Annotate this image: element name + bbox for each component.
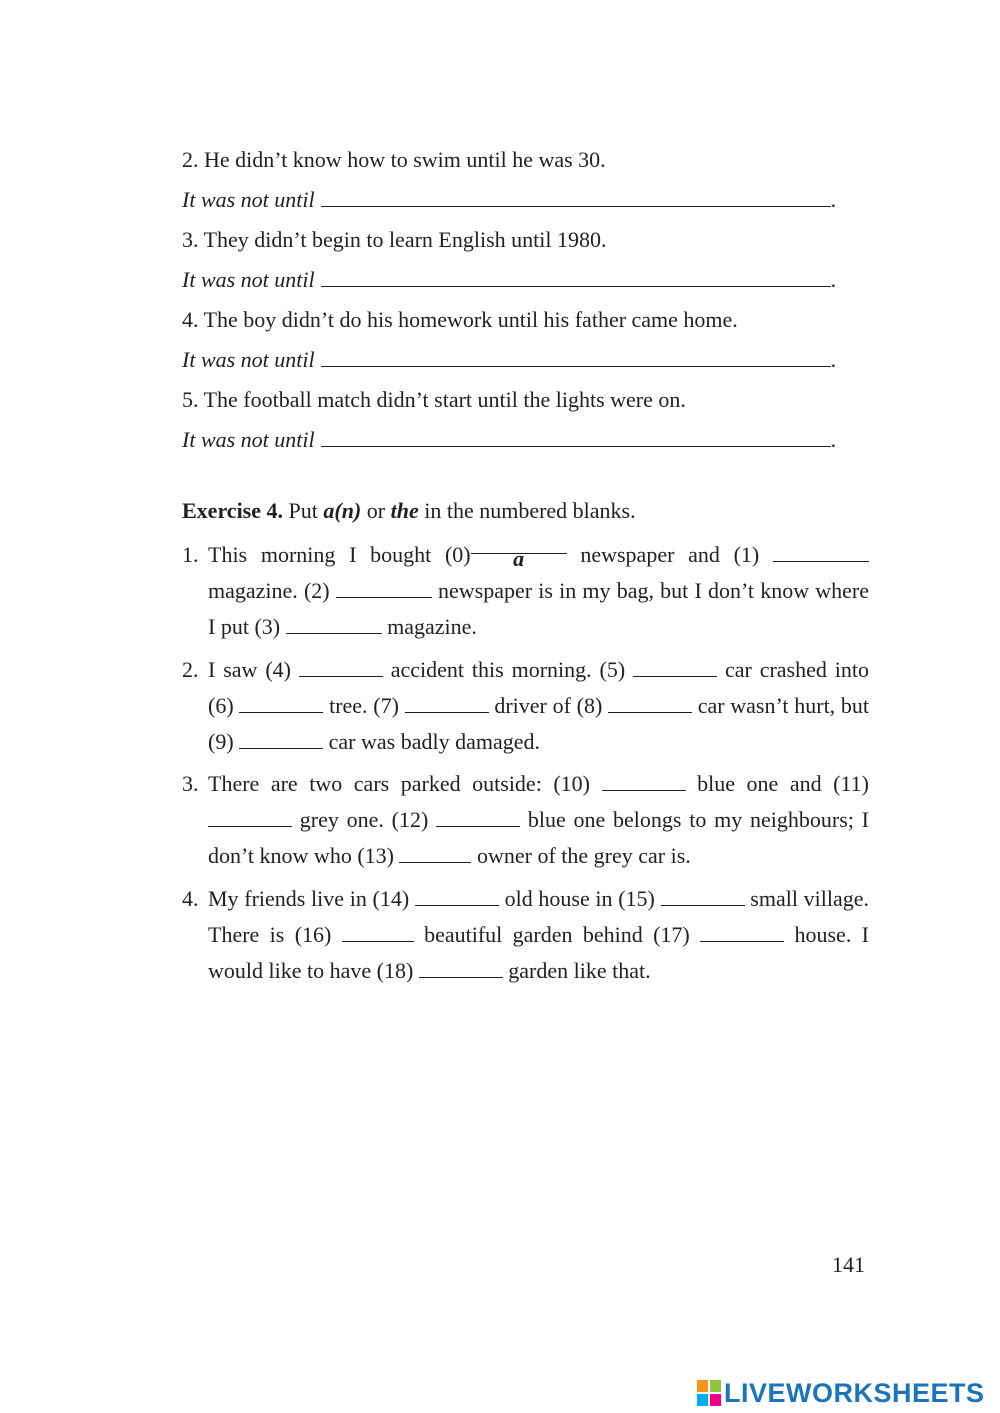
answer-blank-4[interactable] — [321, 348, 831, 367]
blank-4[interactable] — [299, 660, 383, 677]
transform-answer-line-3: It was not until . — [182, 267, 837, 292]
transform-prompt-5: 5. The football match didn’t start until the lights were on. — [182, 387, 686, 412]
blank-18[interactable] — [419, 961, 503, 978]
blank-11[interactable] — [208, 810, 292, 827]
brand-logo — [697, 1378, 985, 1408]
blank-17[interactable] — [700, 925, 784, 942]
blank-2[interactable] — [336, 581, 432, 598]
blank-0[interactable]: a — [471, 537, 567, 554]
blank-15[interactable] — [661, 889, 745, 906]
transform-prompt-2: 2. He didn’t know how to swim until he was 30. — [182, 147, 606, 172]
exercise-4-heading: Exercise 4. Put a(n) or the in the numbered blanks. — [182, 498, 636, 523]
exercise-item-3: 3. There are two cars parked outside: (10) blue one and (11) grey one. (12) blue one belongs to my neighbours; I don’t know who (13) owner of the grey car is. — [182, 771, 869, 868]
blank-7[interactable] — [405, 696, 489, 713]
answer-blank-3[interactable] — [321, 268, 831, 287]
brand-name: LIVEWORKSHEETS — [724, 1377, 985, 1408]
exercise-item-1: 1. This morning I bought (0) a newspaper and (1) magazine. (2) newspaper is in my bag, but I don’t know where I put (3) magazine. — [182, 537, 869, 645]
blank-10[interactable] — [602, 774, 686, 791]
blank-5[interactable] — [633, 660, 717, 677]
blank-8[interactable] — [608, 696, 692, 713]
transform-prompt-3: 3. They didn’t begin to learn English until 1980. — [182, 227, 607, 252]
blank-1[interactable] — [773, 545, 869, 562]
blank-9[interactable] — [239, 732, 323, 749]
blank-16[interactable] — [342, 925, 414, 942]
exercise-item-4: 4. My friends live in (14) old house in (15) small village. There is (16) beautiful garden behind (17) house. I would like to have (18) garden like that. — [182, 886, 870, 983]
transform-prompt-4: 4. The boy didn’t do his homework until his father came home. — [182, 307, 738, 332]
blank-6[interactable] — [239, 696, 323, 713]
blank-3[interactable] — [286, 617, 382, 634]
logo-mark-icon — [697, 1380, 721, 1406]
blank-14[interactable] — [415, 889, 499, 906]
blank-13[interactable] — [399, 846, 471, 863]
page-number: 141 — [832, 1252, 865, 1277]
exercise-item-2: 2. I saw (4) accident this morning. (5) car crashed into (6) tree. (7) driver of (8) car wasn’t hurt, but (9) car was badly damaged. — [182, 657, 870, 754]
answer-blank-5[interactable] — [321, 428, 831, 447]
blank-12[interactable] — [436, 810, 520, 827]
transform-answer-line-2: It was not until . — [182, 187, 837, 212]
answer-blank-2[interactable] — [321, 188, 831, 207]
transform-answer-line-4: It was not until . — [182, 347, 837, 372]
transform-answer-line-5: It was not until . — [182, 427, 837, 452]
